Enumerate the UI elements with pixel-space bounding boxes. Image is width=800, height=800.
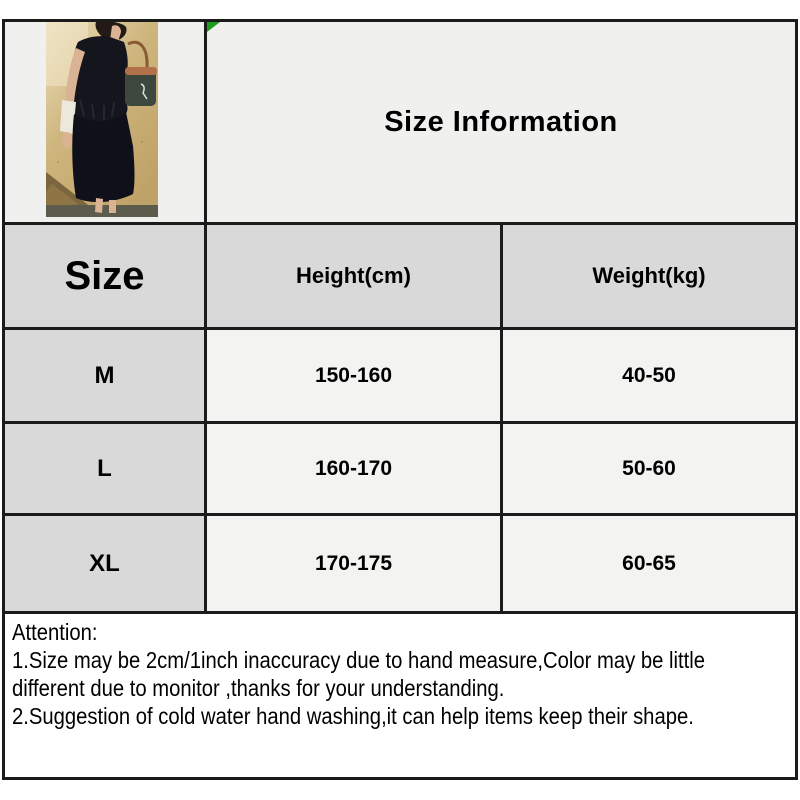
column-header-weight: Weight(kg) (503, 225, 795, 327)
table-row (5, 327, 795, 421)
weight-cell: 40-50 (503, 330, 795, 421)
title-cell (207, 22, 795, 222)
attention-heading: Attention: (12, 619, 98, 645)
height-cell: 160-170 (207, 424, 503, 513)
size-chart-frame (2, 19, 798, 780)
weight-cell: 60-65 (503, 516, 795, 611)
page-title: Size Information (384, 105, 618, 138)
column-header-size: Size (5, 225, 207, 327)
size-cell: XL (5, 516, 207, 611)
top-section (5, 22, 795, 222)
height-cell: 170-175 (207, 516, 503, 611)
attention-section (5, 611, 795, 777)
attention-line-1: 1.Size may be 2cm/1inch inaccuracy due to hand measure,Color may be little (12, 647, 706, 673)
table-row (5, 513, 795, 611)
column-header-height: Height(cm) (207, 225, 503, 327)
product-photo-cell (5, 22, 207, 222)
weight-cell: 50-60 (503, 424, 795, 513)
height-cell: 150-160 (207, 330, 503, 421)
size-cell: L (5, 424, 207, 513)
attention-line-2: different due to monitor ,thanks for your understanding. (12, 675, 505, 701)
corner-marker-icon (207, 22, 220, 32)
size-cell: M (5, 330, 207, 421)
table-row (5, 421, 795, 513)
product-photo (46, 22, 158, 217)
attention-line-3: 2.Suggestion of cold water hand washing,it can help items keep their shape. (12, 703, 694, 729)
table-header-row (5, 222, 795, 327)
